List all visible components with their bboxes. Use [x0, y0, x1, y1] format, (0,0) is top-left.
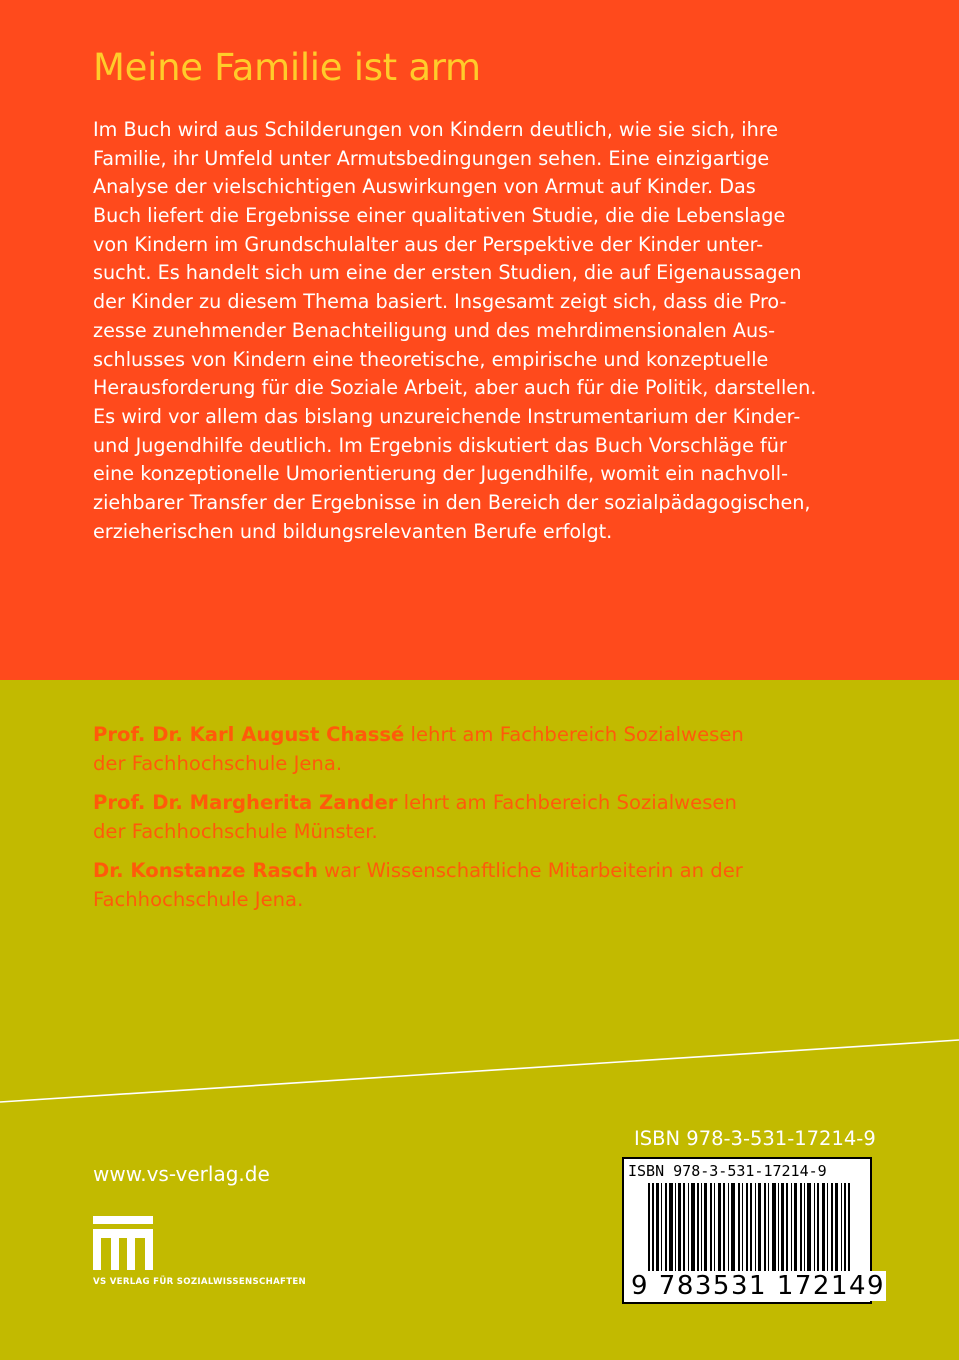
blurb-line: Es wird vor allem das bislang unzureichende Instrumentarium der Kinder-: [93, 404, 801, 428]
author-bio-line: Fachhochschule Jena.: [93, 888, 304, 911]
author-bio: [93, 788, 813, 846]
author-bio-line: der Fachhochschule Münster.: [93, 820, 378, 843]
author-bio-line: [93, 788, 813, 817]
author-bio: [93, 856, 813, 914]
barcode-number: [630, 1271, 886, 1301]
blurb-line: zesse zunehmender Benachteiligung und des mehrdimensionalen Aus-: [93, 318, 776, 342]
barcode-isbn-label: ISBN 978-3-531-17214-9: [628, 1162, 827, 1180]
author-bios: [93, 720, 813, 924]
author-bio-text: lehrt am Fachbereich Sozialwesen: [404, 723, 744, 746]
blurb-line: Familie, ihr Umfeld unter Armutsbedingungen sehen. Eine einzigartige: [93, 146, 770, 170]
blurb-line: Buch liefert die Ergebnisse einer qualitativen Studie, die die Lebenslage: [93, 204, 786, 228]
blurb-line: erzieherischen und bildungsrelevanten Berufe erfolgt.: [93, 519, 613, 543]
author-bio-line: [93, 720, 813, 749]
blurb-line: Herausforderung für die Soziale Arbeit, aber auch für die Politik, darstellen.: [93, 376, 817, 400]
barcode-number-text: 9 783531 172149: [631, 1271, 886, 1301]
barcode: [622, 1157, 886, 1304]
author-bio-line: der Fachhochschule Jena.: [93, 752, 343, 775]
publisher-logo-text: VS VERLAG FÜR SOZIALWISSENSCHAFTEN: [93, 1277, 307, 1287]
blurb-line: und Jugendhilfe deutlich. Im Ergebnis diskutiert das Buch Vorschläge für: [93, 433, 787, 457]
publisher-url[interactable]: www.vs-verlag.de: [93, 1162, 270, 1186]
isbn-label: ISBN 978-3-531-17214-9: [634, 1127, 876, 1150]
diagonal-divider-line: [0, 1020, 959, 1110]
blurb-line: Analyse der vielschichtigen Auswirkungen von Armut auf Kinder. Das: [93, 175, 756, 199]
blurb-line: schlusses von Kindern eine theoretische, empirische und konzeptuelle: [93, 347, 769, 371]
author-bio-line: [93, 856, 813, 885]
blurb-line: ziehbarer Transfer der Ergebnisse in den Bereich der sozialpädagogischen,: [93, 490, 811, 514]
author-bio: [93, 720, 813, 778]
blurb: [93, 116, 853, 546]
blurb-line: der Kinder zu diesem Thema basiert. Insgesamt zeigt sich, dass die Pro-: [93, 290, 787, 314]
blurb-line: von Kindern im Grundschulalter aus der Perspektive der Kinder unter-: [93, 232, 764, 256]
author-bio-text: war Wissenschaftliche Mitarbeiterin an der: [317, 859, 743, 882]
blurb-line: eine konzeptionelle Umorientierung der Jugendhilfe, womit ein nachvoll-: [93, 462, 788, 486]
author-bio-text: lehrt am Fachbereich Sozialwesen: [397, 791, 737, 814]
blurb-line: Im Buch wird aus Schilderungen von Kindern deutlich, wie sie sich, ihre: [93, 118, 779, 141]
author-name: Prof. Dr. Margherita Zander: [93, 791, 398, 814]
blurb-line: sucht. Es handelt sich um eine der ersten Studien, die auf Eigenaussagen: [93, 261, 802, 285]
author-name: Dr. Konstanze Rasch: [93, 859, 318, 882]
book-title: Meine Familie ist arm: [93, 46, 481, 89]
author-name: Prof. Dr. Karl August Chassé: [93, 723, 405, 746]
barcode-bars-icon: [634, 1183, 862, 1285]
